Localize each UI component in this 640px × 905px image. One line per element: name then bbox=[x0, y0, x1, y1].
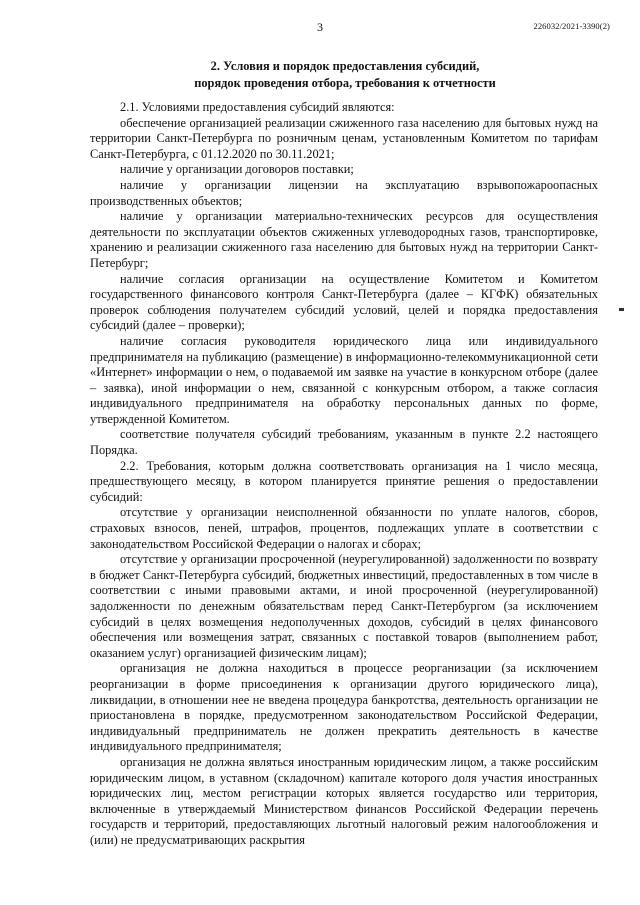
paragraph-conditions-intro: 2.1. Условиями предоставления субсидий являются: bbox=[120, 100, 395, 114]
page-number: 3 bbox=[317, 20, 323, 34]
paragraph: наличие согласия руководителя юридического лица или индивидуального предпринимателя на публикацию (размещение) в информационно-телекоммуникационной сети «Интернет» информации о нем, о подаваемой им заявке на участие в конкурсном отборе (далее – заявка), иной информации о нем, связанной с конкурсным отбором, а также согласия индивидуального предпринимателя на обработку персональных данных по форме, утвержденной Комитетом. bbox=[90, 333, 598, 426]
paragraph: соответствие получателя субсидий требованиям, указанным в пункте 2.2 настоящего Порядка. bbox=[90, 427, 598, 458]
paragraph: наличие согласия организации на осуществление Комитетом и Комитетом государственного финансового контроля Санкт-Петербурга (далее – КГФК) обязательных проверок соблюдения получателем субсидий условий, целей и порядка предоставления субсидий (далее – проверки); bbox=[90, 271, 598, 333]
paragraph: отсутствие у организации неисполненной обязанности по уплате налогов, сборов, страховых взносов, пеней, штрафов, процентов, подлежащих уплате в соответствии с законодательством Российской Федерации о налогах и сборах; bbox=[90, 505, 598, 551]
paragraph: наличие у организации материально-технических ресурсов для осуществления деятельности по эксплуатации объектов сжиженных углеводородных газов, транспортировке, хранению и реализации сжиженного газа населению для бытовых нужд на территории Санкт-Петербург; bbox=[90, 209, 598, 270]
scan-edge-mark bbox=[619, 308, 624, 311]
section-title-line-1: 2. Условия и порядок предоставления субсидий, bbox=[210, 59, 480, 73]
paragraph: обеспечение организацией реализации сжиженного газа населению для бытовых нужд на территории Санкт-Петербурга по розничным ценам, установленным Комитетом по тарифам Санкт-Петербурга, с 01.12.2020 по 30.11.2021; bbox=[90, 115, 598, 161]
paragraph-requirements-intro: 2.2. Требования, которым должна соответствовать организация на 1 число месяца, предшествующего месяцу, в котором планируется принятие решения о предоставлении субсидий: bbox=[90, 458, 598, 504]
section-body bbox=[90, 100, 598, 849]
document-id: 226032/2021-3390(2) bbox=[533, 21, 610, 31]
section-heading bbox=[90, 58, 600, 92]
paragraph: наличие у организации лицензии на эксплуатацию взрывопожароопасных производственных объектов; bbox=[90, 177, 598, 208]
paragraph: отсутствие у организации просроченной (неурегулированной) задолженности по возврату в бюджет Санкт-Петербурга субсидий, бюджетных инвестиций, предоставленных в том числе в соответствии с иными правовыми актами, и иной просроченной (неурегулированной) задолженности по денежным обязательствам перед Санкт-Петербургом (за исключением субсидий в целях возмещения недополученных доходов, субсидий в целях финансового обеспечения или возмещения затрат, связанных с поставкой товаров (выполнением работ, оказанием услуг) организацией физическим лицам); bbox=[90, 552, 598, 660]
paragraph: организация не должна являться иностранным юридическим лицом, а также российским юридическим лицом, в уставном (складочном) капитале которого доля участия иностранных юридических лиц, местом регистрации которых является государство или территория, включенные в утверждаемый Министерством финансов Российской Федерации перечень государств и территорий, предоставляющих льготный налоговый режим налогообложения и (или) не предусматривающих раскрытия bbox=[90, 754, 598, 847]
paragraph: организация не должна находиться в процессе реорганизации (за исключением реорганизации в форме присоединения к организации другого юридического лица), ликвидации, в отношении нее не введена процедура банкротства, деятельность организации не приостановлена в порядке, предусмотренном законодательством Российской Федерации, индивидуальный предприниматель не должен прекратить деятельность в качестве индивидуального предпринимателя; bbox=[90, 661, 598, 754]
paragraph: наличие у организации договоров поставки; bbox=[120, 162, 354, 177]
section-title-line-2: порядок проведения отбора, требования к отчетности bbox=[194, 76, 496, 90]
